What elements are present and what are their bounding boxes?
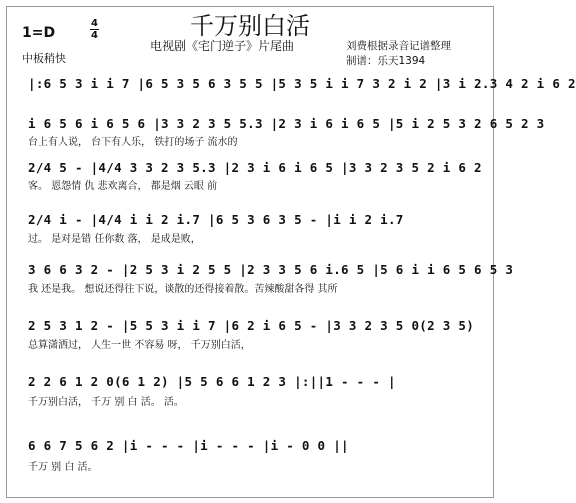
score-row-5-lyrics: 我 还是我。 想说还得往下说，谈散的还得接着散。苦辣酸甜各得 其所 <box>28 284 338 295</box>
song-title: 千万别白活 <box>190 12 310 40</box>
tempo-marking: 中板稍快 <box>22 52 66 65</box>
time-signature <box>90 18 99 41</box>
score-row-1-notes: |:6 5 3 i i 7 |6 5 3 5 6 3 5 5 |5 3 5 i i 7 3 2 i 2 |3 i 2.3 4 2 i 6 2 <box>28 76 576 91</box>
score-row-2-notes: i 6 5 6 i 6 5 6 |3 3 2 3 5 5.3 |2 3 i 6 i 6 5 |5 i 2 5 3 2 6 5 2 3 <box>28 116 545 131</box>
score-row-7-notes: 2 2 6 1 2 0(6 1 2) |5 5 6 6 1 2 3 |:||1 - - - | <box>28 374 396 389</box>
score-row-4-lyrics: 过。 是对是错 任你数 落， 是成是败， <box>28 234 201 245</box>
engraver-credit: 制谱：乐天1394 <box>346 55 426 67</box>
score-row-3-notes: 2/4 5 - |4/4 3 3 2 3 5.3 |2 3 i 6 i 6 5 |3 3 2 3 5 2 i 6 2 <box>28 160 482 175</box>
transcription-credit: 刘费根据录音记谱整理 <box>346 40 451 52</box>
score-row-2-lyrics: 台上有人说， 台下有人乐， 铁打的场子 流水的 <box>28 137 238 148</box>
score-row-6-notes: 2 5 3 1 2 - |5 5 3 i i 7 |6 2 i 6 5 - |3 3 2 3 5 0(2 3 5) <box>28 318 475 333</box>
score-row-7-lyrics: 千万别白活， 千万 别 白 活。 活。 <box>28 397 184 408</box>
key-signature: 1=D <box>22 25 56 41</box>
score-row-8-notes: 6 6 7 5 6 2 |i - - - |i - - - |i - 0 0 || <box>28 438 349 453</box>
score-row-4-notes: 2/4 i - |4/4 i i 2 i.7 |6 5 3 6 3 5 - |i i 2 i.7 <box>28 212 404 227</box>
time-signature-numerator: 4 <box>91 18 98 29</box>
score-row-6-lyrics: 总算潇洒过， 人生一世 不容易 呀， 千万别白活， <box>28 340 251 351</box>
score-row-8-lyrics: 千万 别 白 活。 <box>28 462 98 473</box>
score-row-5-notes: 3 6 6 3 2 - |2 5 3 i 2 5 5 |2 3 3 5 6 i.6 5 |5 6 i i 6 5 6 5 3 <box>28 262 514 277</box>
score-row-1-lyrics <box>28 96 472 112</box>
score-row-3-lyrics: 客。 恩怨情 仇 悲欢离合， 都是烟 云眼 前 <box>28 181 218 192</box>
time-signature-denominator: 4 <box>91 30 98 41</box>
song-subtitle: 电视剧《宅门逆子》片尾曲 <box>150 39 295 53</box>
